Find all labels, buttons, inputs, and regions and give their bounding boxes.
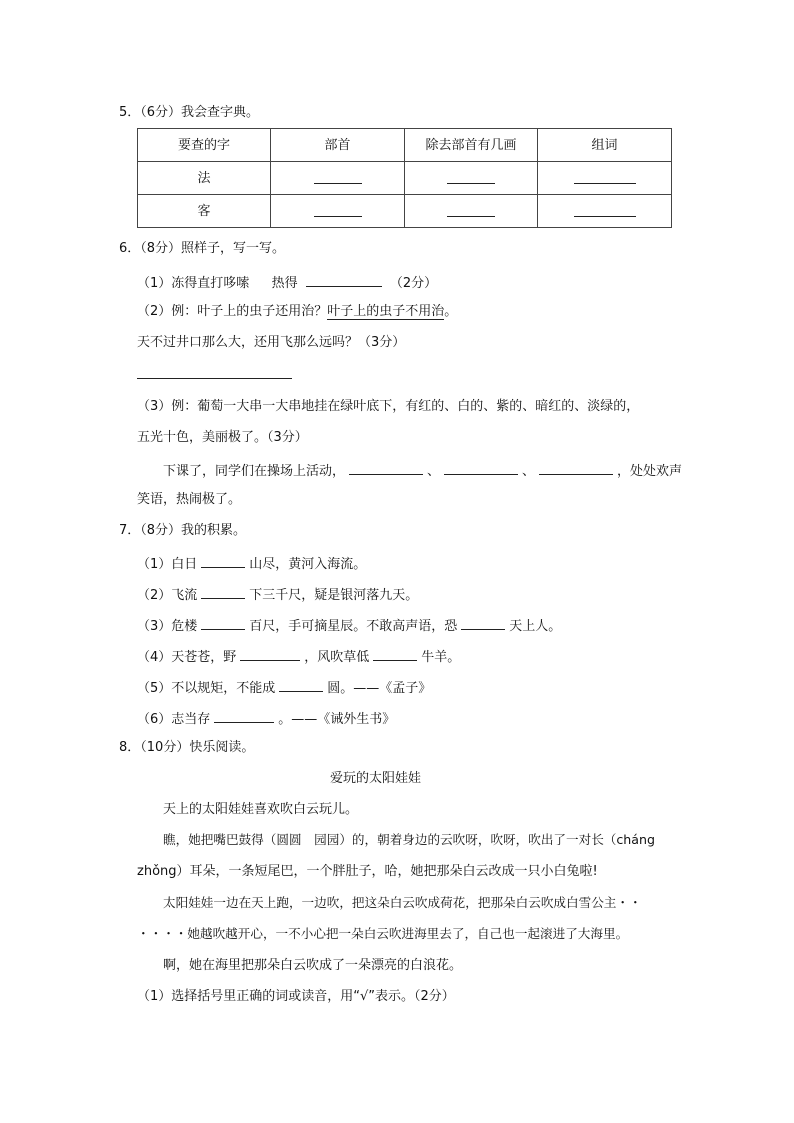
- story-paragraph-3-line1: 太阳娃娃一边在天上跑，一边吹，把这朵白云吹成荷花，把那朵白云吹成白雪公主・・: [163, 895, 642, 910]
- q8-title: 8．（10分）快乐阅读。: [119, 740, 255, 755]
- q6-part1-example: （1）冻得直打哆嗦: [137, 276, 250, 291]
- q8-subquestion-1: （1）选择括号里正确的词或读音，用“√”表示。（2分）: [137, 989, 455, 1004]
- q7-line5-text-end: 圆。——《孟子》: [327, 681, 432, 696]
- answer-blank[interactable]: [240, 648, 300, 661]
- separator: 、: [427, 464, 441, 479]
- answer-blank[interactable]: [314, 206, 362, 217]
- table-cell-radical[interactable]: [271, 195, 405, 228]
- q7-line6-text: （6）志当存: [137, 712, 211, 727]
- q6-part3-task: [163, 462, 682, 478]
- table-header-cell: 要查的字: [138, 129, 271, 162]
- q6-title: 6．（8分）照样子，写一写。: [119, 241, 286, 256]
- q7-line3-text-mid: 百尺，手可摘星辰。不敢高声语，恐: [249, 619, 458, 634]
- table-cell-char: 客: [138, 195, 271, 228]
- table-row: [138, 195, 672, 228]
- q5-title: 5．（6分）我会查字典。: [119, 105, 260, 120]
- q6-part2-example: （2）例：叶子上的虫子还用治？: [137, 304, 328, 319]
- dictionary-table: [137, 128, 672, 228]
- answer-blank[interactable]: [314, 173, 362, 184]
- q6-part3-task-end: ，处处欢声: [617, 464, 683, 479]
- q7-line1-text-end: 山尽，黄河入海流。: [249, 557, 367, 572]
- q7-line4-text: （4）天苍苍，野: [137, 650, 237, 665]
- separator: 、: [522, 464, 536, 479]
- story-title: 爱玩的太阳娃娃: [330, 771, 422, 786]
- table-row: [138, 162, 672, 195]
- table-cell-word[interactable]: [538, 195, 672, 228]
- q6-part2-prompt: 天不过井口那么大，还用飞那么远吗？（3分）: [137, 335, 406, 350]
- q6-part1: [137, 274, 437, 290]
- table-cell-char: 法: [138, 162, 271, 195]
- answer-blank[interactable]: [306, 274, 382, 287]
- table-cell-strokes[interactable]: [405, 195, 538, 228]
- q6-part3-line2: 五光十色，美丽极了。（3分）: [137, 430, 308, 445]
- answer-blank[interactable]: [201, 586, 245, 599]
- q7-line4-text-end: 牛羊。: [421, 650, 461, 665]
- q6-part2-end: 。: [444, 304, 458, 319]
- q7-line6-text-end: 。——《诫外生书》: [278, 712, 396, 727]
- q7-line3-text: （3）危楼: [137, 619, 198, 634]
- answer-line[interactable]: [137, 378, 292, 379]
- answer-blank[interactable]: [201, 617, 245, 630]
- answer-blank[interactable]: [279, 679, 323, 692]
- story-paragraph-2-line2: zhǒng）耳朵，一条短尾巴，一个胖肚子，哈，她把那朵白云改成一只小白兔啦!: [137, 864, 598, 879]
- q7-title: 7．（8分）我的积累。: [119, 523, 247, 538]
- q7-line3-text-end: 天上人。: [509, 619, 562, 634]
- answer-blank[interactable]: [574, 173, 636, 184]
- answer-blank[interactable]: [444, 462, 518, 475]
- story-paragraph-3-line2: ・・・・她越吹越开心，一不小心把一朵白云吹进海里去了，自己也一起滚进了大海里。: [137, 926, 629, 941]
- q7-line6: [137, 710, 395, 726]
- answer-blank[interactable]: [373, 648, 417, 661]
- q7-line2-text: （2）飞流: [137, 588, 198, 603]
- table-header-cell: 除去部首有几画: [405, 129, 538, 162]
- q7-line5: [137, 679, 431, 695]
- answer-blank[interactable]: [461, 617, 505, 630]
- q7-line2: [137, 586, 418, 602]
- q6-part2-underlined: 叶子上的虫子不用治: [327, 304, 445, 319]
- answer-blank[interactable]: [201, 555, 245, 568]
- table-header-row: [138, 129, 672, 162]
- story-paragraph-4: 啊，她在海里把那朵白云吹成了一朵漂亮的白浪花。: [163, 958, 463, 973]
- q7-line4: [137, 648, 460, 664]
- answer-blank[interactable]: [349, 462, 423, 475]
- q6-part3-task-line2: 笑语，热闹极了。: [137, 492, 242, 507]
- table-header-cell: 部首: [271, 129, 405, 162]
- answer-blank[interactable]: [447, 173, 495, 184]
- q6-part2: [137, 305, 457, 318]
- answer-blank[interactable]: [214, 710, 274, 723]
- answer-blank[interactable]: [574, 206, 636, 217]
- table-header-cell: 组词: [538, 129, 672, 162]
- q7-line5-text: （5）不以规矩，不能成: [137, 681, 276, 696]
- q7-line2-text-end: 下三千尺，疑是银河落九天。: [249, 588, 419, 603]
- q6-part3-task-text: 下课了，同学们在操场上活动，: [163, 464, 346, 479]
- q6-part1-prompt: 热得: [271, 276, 298, 291]
- q7-line1: [137, 555, 366, 571]
- story-paragraph-2-line1: 瞧，她把嘴巴鼓得（圆圆 园园）的，朝着身边的云吹呀，吹呀，吹出了一对长（cháng: [163, 832, 655, 847]
- q6-part1-score: （2分）: [389, 276, 438, 291]
- table-cell-word[interactable]: [538, 162, 672, 195]
- table-cell-strokes[interactable]: [405, 162, 538, 195]
- q6-part3-line1: （3）例：葡萄一大串一大串地挂在绿叶底下，有红的、白的、紫的、暗红的、淡绿的，: [137, 399, 640, 414]
- table-cell-radical[interactable]: [271, 162, 405, 195]
- answer-blank[interactable]: [447, 206, 495, 217]
- answer-blank[interactable]: [539, 462, 613, 475]
- q7-line3: [137, 617, 561, 633]
- story-paragraph-1: 天上的太阳娃娃喜欢吹白云玩儿。: [163, 802, 359, 817]
- q7-line1-text: （1）白日: [137, 557, 198, 572]
- q7-line4-text-mid: ，风吹草低: [304, 650, 370, 665]
